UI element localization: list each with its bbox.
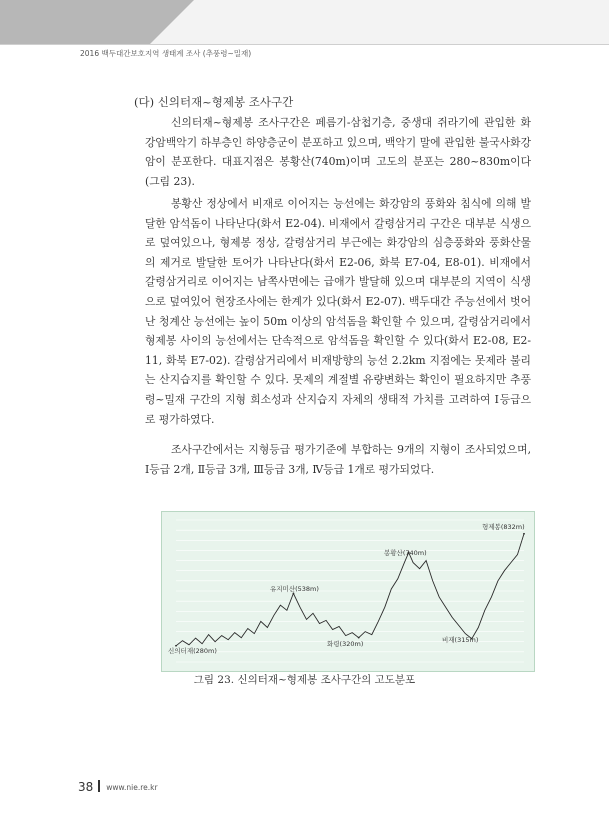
header-rule [0, 44, 609, 45]
paragraph-2 [145, 194, 531, 429]
point-marker [358, 637, 360, 639]
paragraph-3 [145, 440, 531, 479]
label-start: 신의터재(280m) [168, 647, 217, 655]
elevation-profile-figure [161, 511, 535, 672]
header-title: 2016 백두대간보호지역 생태계 조사 (추풍령~밀재) [80, 49, 252, 58]
page-number: 38 [78, 780, 94, 794]
header-accent-triangle [150, 0, 194, 44]
paragraph-2-text: 봉황산 정상에서 비재로 이어지는 능선에는 화강암의 풍화와 침식에 의해 발달한 암석돔이 나타난다(화서 E2-04). 비재에서 갈령삼거리 구간은 대부분 식생으로 덮여있으나, 형제봉 정상, 갈령삼거리 부근에는 화강암의 심층풍화와 풍화산물의 제거로 발달한 토어가 나타난다(화서 E2-06, 화북 E7-04, E8-01). 비재에서 갈령삼거리로 이어지는 남쪽사면에는 급애가 발달해 있으며 대부분의 지역이 식생으로 덮여있어 현장조사에는 한계가 있다(화서 E2-07). 백두대간 주능선에서 벗어난 청계산 능선에는 높이 50m 이상의 암석돔을 확인할 수 있으며, 갈령삼거리에서 형제봉 사이의 능선에서는 단속적으로 암석돔을 확인할 수 있다(화서 E2-08, E2-11, 화북 E7-02). 갈령삼거리에서 비재방향의 능선 2.2km 지점에는 못제라 불리는 산지습지를 확인할 수 있다. 못제의 계절별 유량변화는 확인이 필요하지만 추풍령~밀재 구간의 지형 희소성과 산지습지 자체의 생태적 가치를 고려하여 Ⅰ등급으로 평가하였다. [145, 197, 531, 426]
figure-caption: 그림 23. 신의터재~형제봉 조사구간의 고도분포 [193, 674, 416, 686]
label-hyeongjebong: 형제봉(832m) [482, 523, 525, 531]
paragraph-1-text: 신의터재~형제봉 조사구간은 페름기-삼첩기층, 중생대 쥐라기에 관입한 화강암백악기 하부층인 하양층군이 분포하고 있으며, 백악기 말에 관입한 불국사화강암이 분포한다. 대표지점은 봉황산(740m)이며 고도의 분포는 280~830m이다(그림 23). [145, 116, 531, 188]
footer-separator [98, 780, 100, 792]
point-marker [523, 533, 525, 535]
chart-markers [175, 533, 525, 647]
header-accent-bar [0, 0, 150, 44]
elevation-profile-chart [162, 512, 534, 671]
page-footer [78, 776, 158, 795]
footer-url: www.nie.re.kr [106, 783, 158, 792]
paragraph-3-text: 조사구간에서는 지형등급 평가기준에 부합하는 9개의 지형이 조사되었으며, Ⅰ등급 2개, Ⅱ등급 3개, Ⅲ등급 3개, Ⅳ등급 1개로 평가되었다. [145, 443, 531, 476]
label-yujimisan: 유지미산(538m) [270, 585, 319, 593]
label-bijae: 비재(315m) [442, 636, 479, 644]
page-header [0, 0, 609, 58]
section-title: (다) 신의터재~형제봉 조사구간 [134, 95, 294, 109]
paragraph-1 [145, 113, 531, 191]
label-bonghwangsan: 봉황산(740m) [384, 549, 427, 557]
label-hwaryeong: 화령(320m) [327, 640, 364, 648]
